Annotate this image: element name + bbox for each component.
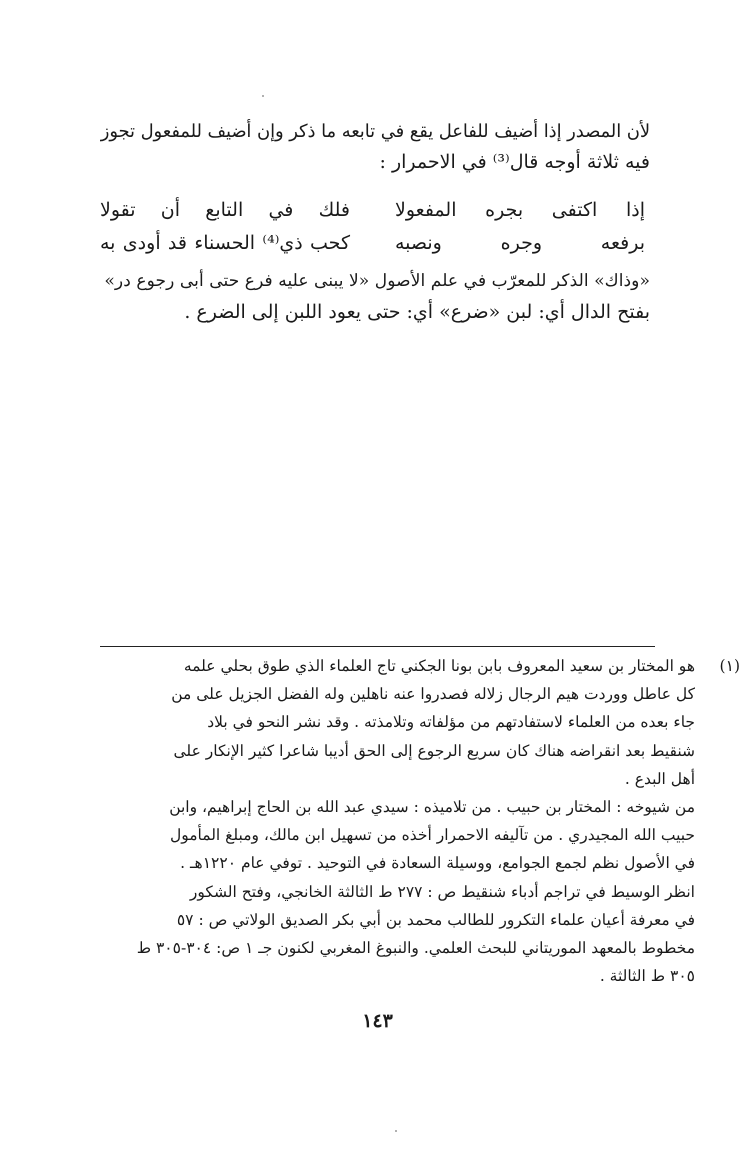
text-line: «وذاك» الذكر للمعرّب في علم الأصول «لا يبنى عليه فرع حتى أبى رجوع در» [104, 271, 650, 291]
footnote-line: مخطوط بالمعهد الموريتاني للبحث العلمي. والنبوغ المغربي لكنون جـ ١ ص: ٣٠٤-٣٠٥ ط [136, 939, 695, 958]
footnote-line: في معرفة أعيان علماء التكرور للطالب محمد بن أبي بكر الصديق الولاتي ص : ٥٧ [176, 910, 695, 929]
footnote-line: ٣٠٥ ط الثالثة . [599, 967, 695, 986]
poem-verses [100, 194, 645, 260]
footnote-line: هو المختار بن سعيد المعروف بابن بونا الجكني تاج العلماء الذي طوق بحلي علمه [183, 657, 695, 675]
footnote-line: شنقيط بعد انقراضه هناك كان سريع الرجوع إلى الحق أديبا شاعرا كثير الإنكار على [173, 741, 695, 760]
verse-line-2 [100, 227, 645, 260]
footnote-block [95, 652, 740, 990]
main-paragraph-1 [100, 116, 650, 178]
scan-speck [395, 1130, 397, 1132]
verse-1-first-hemistich: إذا اكتفى بجره المفعولا [395, 199, 645, 221]
verse-line-1 [100, 194, 645, 227]
footnote-line: انظر الوسيط في تراجم أدباء شنقيط ص : ٢٧٧ ط الثالثة الخانجي، وفتح الشكور [189, 882, 695, 901]
text-line: لأن المصدر إذا أضيف للفاعل يقع في تابعه ما ذكر وإن أضيف للمفعول تجوز [100, 121, 650, 142]
footnote-line: حبيب الله المجيدري . من تآليفه الاحمرار أخذه من تسهيل ابن مالك، ومبلغ المأمول [169, 826, 695, 845]
verse-2-first-hemistich: برفعه وجره ونصبه [395, 232, 645, 254]
verse-2-second-hemistich: كحب ذي⁽⁴⁾ الحسناء قد أودى به [100, 232, 350, 254]
scan-speck [262, 95, 264, 97]
footnote-separator [100, 646, 655, 647]
footnote-line: جاء بعده من العلماء لاستفادتهم من مؤلفاته وتلامذته . وقد نشر النحو في بلاد [207, 713, 695, 732]
footnote-line: في الأصول نظم لجمع الجوامع، ووسيلة السعادة في التوحيد . توفي عام ١٢٢٠هـ . [180, 854, 695, 873]
footnote-line: كل عاطل ووردت هيم الرجال زلاله فصدروا عنه ناهلين وله الفضل الجزيل على من [171, 685, 695, 704]
footnote-marker: (١) [719, 657, 740, 675]
page-number: ١٤٣ [362, 1010, 393, 1032]
main-paragraph-2 [100, 266, 650, 328]
text-line: فيه ثلاثة أوجه قال⁽³⁾ في الاحمرار : [379, 151, 650, 173]
footnote-line: من شيوخه : المختار بن حبيب . من تلاميذه : سيدي عبد الله بن الحاج إبراهيم، وابن [169, 798, 695, 817]
verse-1-second-hemistich: فلك في التابع أن تقولا [100, 199, 350, 221]
footnote-line: أهل البدع . [624, 769, 695, 788]
text-line: بفتح الدال أي: لبن «ضرع» أي: حتى يعود اللبن إلى الضرع . [184, 301, 650, 323]
